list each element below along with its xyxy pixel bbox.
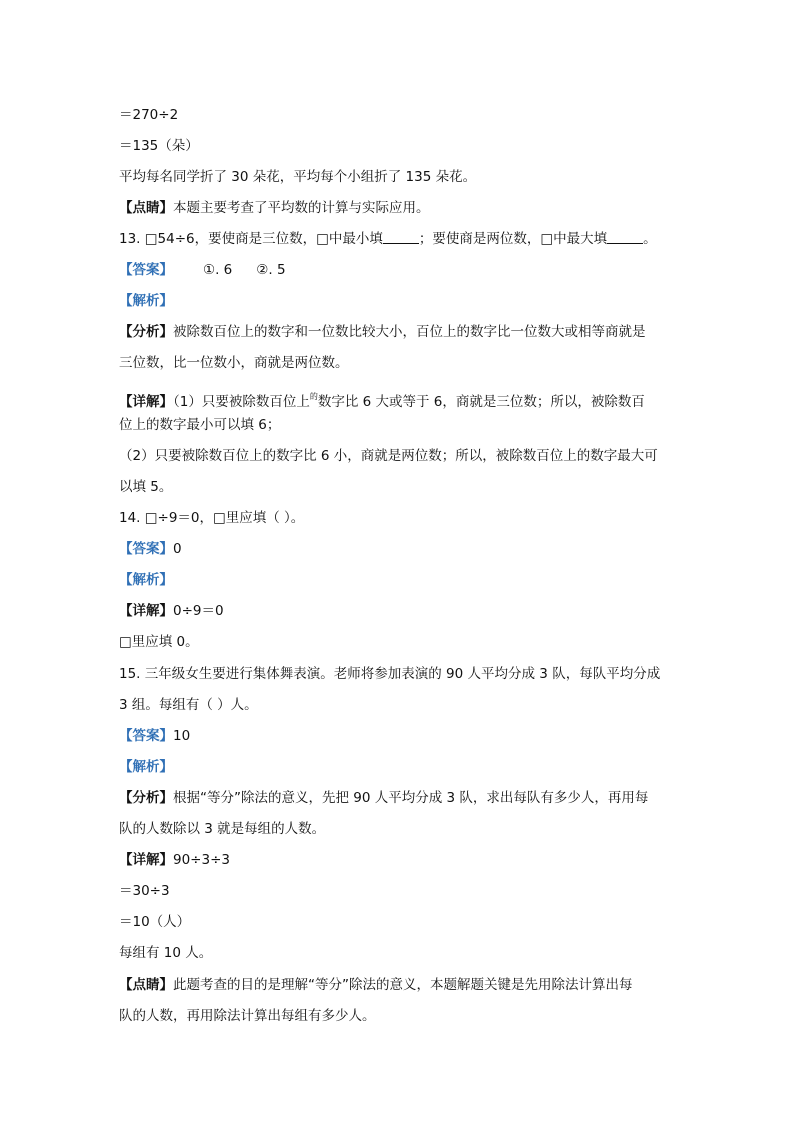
detail-superscript: 的 <box>309 392 318 401</box>
dianjing-text: 此题考查的目的是理解“等分”除法的意义，本题解题关键是先用除法计算出每 <box>173 977 633 993</box>
detail-tag: 【详解】 <box>119 852 173 868</box>
detail-text: 数字比 6 大或等于 6，商就是三位数；所以，被除数百 <box>317 394 645 410</box>
detail-text: 90÷3÷3 <box>173 852 230 868</box>
question-14: 14. □÷9＝0，□里应填（ ）。 <box>119 510 305 526</box>
calc-line: ＝30÷3 <box>119 883 170 899</box>
dianjing-line <box>119 199 679 217</box>
analysis-line <box>119 323 679 341</box>
detail-tag: 【详解】 <box>119 394 173 410</box>
question-13-text-a: 13. □54÷6，要使商是三位数，□中最小填 <box>119 231 383 247</box>
detail-line <box>119 851 679 869</box>
dianjing-text: 本题主要考查了平均数的计算与实际应用。 <box>173 200 430 216</box>
analysis-tag: 【分析】 <box>119 790 173 806</box>
analysis-text: 队的人数除以 3 就是每组的人数。 <box>119 821 326 837</box>
analysis-line <box>119 789 679 807</box>
detail-text: 0÷9＝0 <box>173 603 224 619</box>
detail-text: （2）只要被除数百位上的数字比 6 小，商就是两位数；所以，被除数百位上的数字最大可 <box>119 448 658 464</box>
answer-line <box>119 727 679 745</box>
answer-sentence: 每组有 10 人。 <box>119 945 213 961</box>
dianjing-line <box>119 976 679 994</box>
analysis-tag: 【分析】 <box>119 324 173 340</box>
analysis-text: 根据“等分”除法的意义，先把 90 人平均分成 3 队，求出每队有多少人，再用每 <box>173 790 649 806</box>
calc-line: ＝270÷2 <box>119 107 179 123</box>
question-13-text-b: ；要使商是两位数，□中最大填 <box>418 231 608 247</box>
detail-line <box>119 388 679 411</box>
answer-blank <box>383 231 419 244</box>
answer-value-1: ①. 6 <box>203 262 233 278</box>
answer-tag: 【答案】 <box>119 541 173 557</box>
question-13 <box>119 230 679 248</box>
answer-line <box>119 540 679 558</box>
detail-text: 位上的数字最小可以填 6； <box>119 417 281 433</box>
dianjing-tag: 【点睛】 <box>119 977 173 993</box>
calc-line: ＝135（朵） <box>119 138 199 154</box>
detail-text: □里应填 0。 <box>119 634 199 650</box>
detail-tag: 【详解】 <box>119 603 173 619</box>
dianjing-tag: 【点睛】 <box>119 200 173 216</box>
answer-sentence: 平均每名同学折了 30 朵花，平均每个小组折了 135 朵花。 <box>119 169 477 185</box>
question-15: 3 组。每组有（ ）人。 <box>119 697 258 713</box>
answer-value: 10 <box>173 728 191 744</box>
jiexi-tag: 【解析】 <box>119 759 173 775</box>
answer-blank <box>607 231 643 244</box>
analysis-text: 被除数百位上的数字和一位数比较大小，百位上的数字比一位数大或相等商就是 <box>173 324 646 340</box>
question-13-text-c: 。 <box>643 231 657 247</box>
detail-line <box>119 602 679 620</box>
detail-text: （1）只要被除数百位上 <box>173 394 310 410</box>
dianjing-text: 队的人数，再用除法计算出每组有多少人。 <box>119 1008 376 1024</box>
answer-tag: 【答案】 <box>119 728 173 744</box>
detail-text: 以填 5。 <box>119 479 173 495</box>
jiexi-tag: 【解析】 <box>119 293 173 309</box>
question-15: 15. 三年级女生要进行集体舞表演。老师将参加表演的 90 人平均分成 3 队，每队平均分成 <box>119 666 661 682</box>
answer-value: 0 <box>173 541 182 557</box>
answer-tag: 【答案】 <box>119 262 173 278</box>
jiexi-tag: 【解析】 <box>119 572 173 588</box>
answer-line <box>119 261 679 279</box>
answer-value-2: ②. 5 <box>256 262 286 278</box>
analysis-text: 三位数，比一位数小，商就是两位数。 <box>119 355 349 371</box>
calc-line: ＝10（人） <box>119 914 191 930</box>
